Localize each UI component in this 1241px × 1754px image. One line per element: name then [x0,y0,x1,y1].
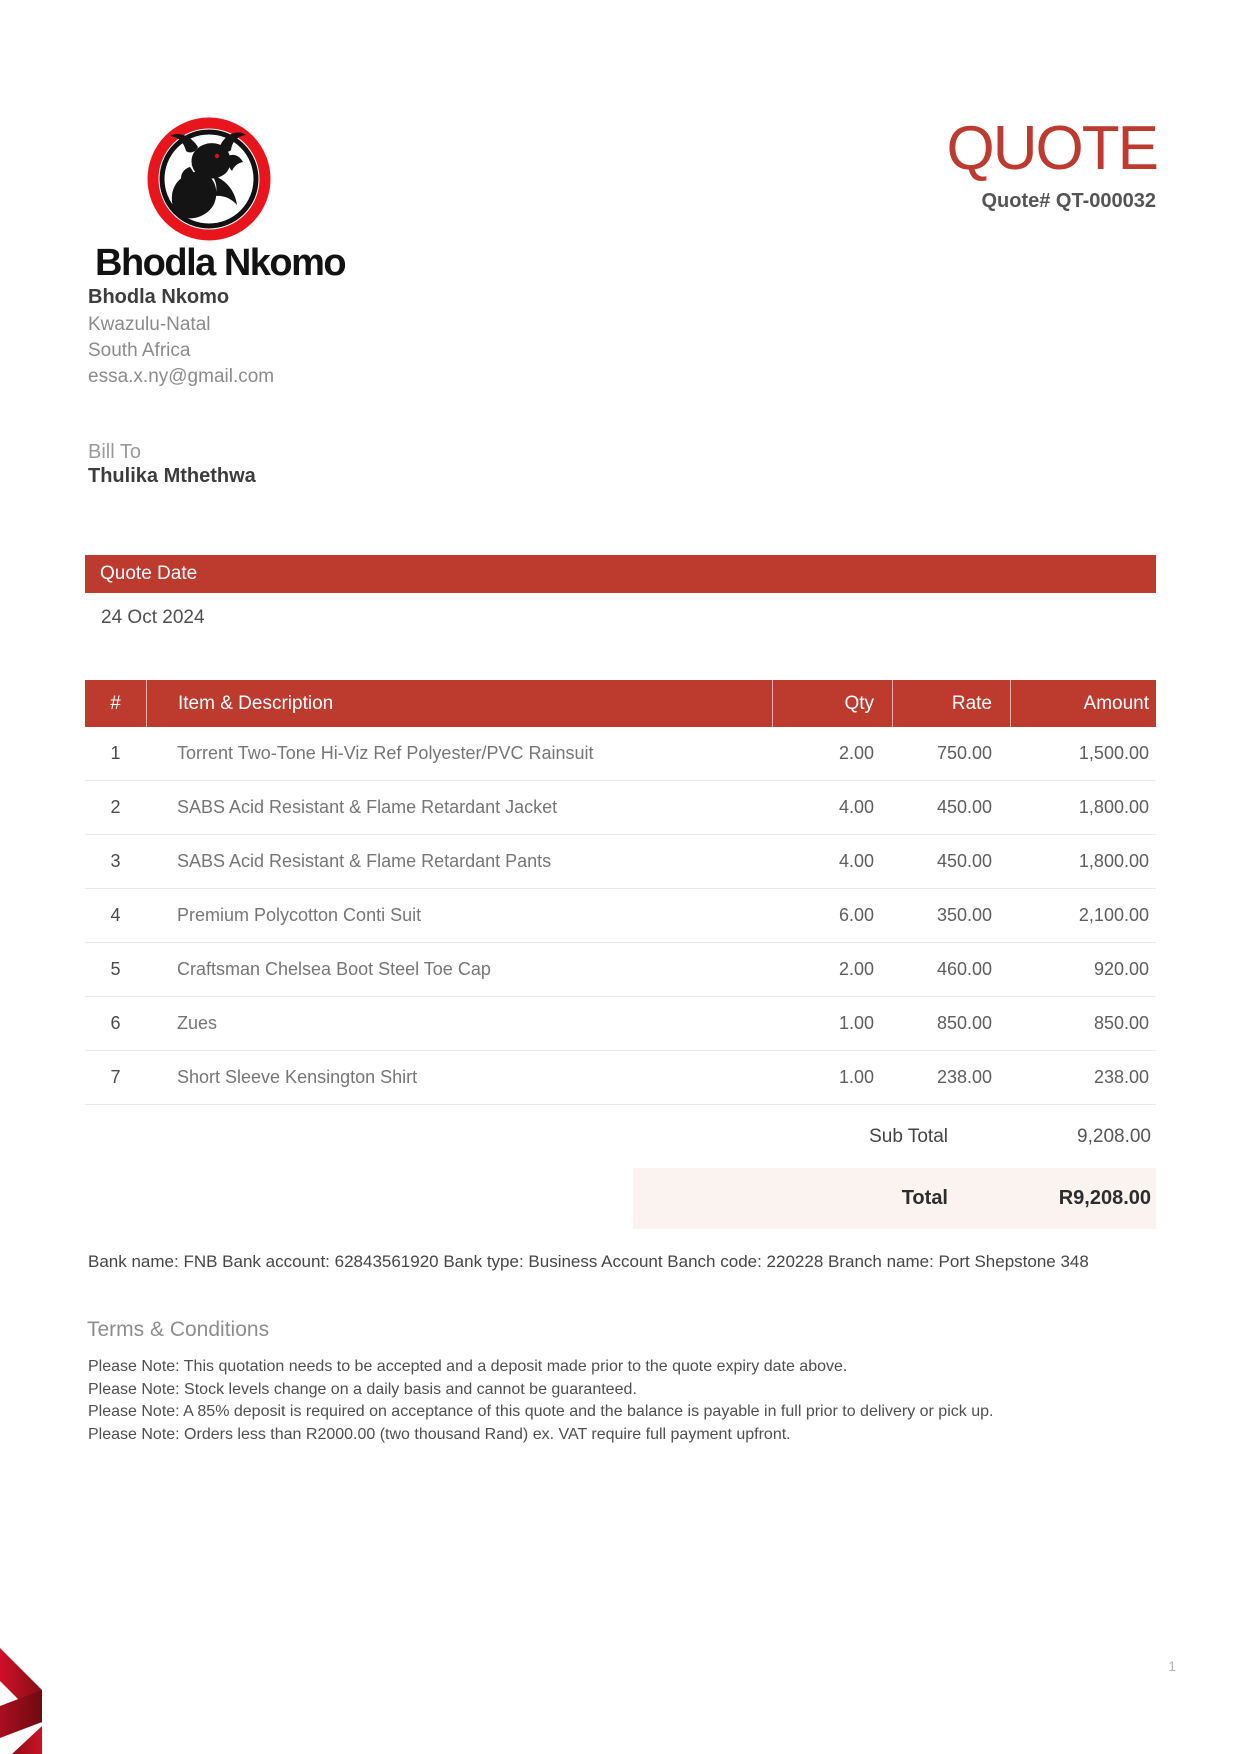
row-description: Short Sleeve Kensington Shirt [177,1067,418,1087]
header-amount: Amount [1010,680,1156,727]
items-table [85,680,1156,1105]
total-row [633,1168,1156,1229]
row-rate: 450.00 [936,797,992,817]
table-row [85,781,1156,835]
row-qty: 1.00 [838,1067,874,1087]
corner-ribbon-decoration [0,1644,60,1754]
subtotal-value: 9,208.00 [1077,1125,1151,1147]
row-description: Zues [177,1013,218,1033]
bill-to-name: Thulika Mthethwa [88,465,256,487]
row-rate: 450.00 [936,851,992,871]
company-country: South Africa [88,340,191,361]
bill-to-label: Bill To [88,441,141,463]
row-description: SABS Acid Resistant & Flame Retardant Jacket [177,797,558,817]
row-qty: 2.00 [838,743,874,763]
row-index: 5 [110,959,121,979]
quote-number: Quote# QT-000032 [981,190,1156,212]
row-rate: 460.00 [936,959,992,979]
terms-line: Please Note: A 85% deposit is required on acceptance of this quote and the balance is payable in full prior to delivery or pick up. [88,1403,994,1420]
row-rate: 850.00 [936,1013,992,1033]
subtotal-label: Sub Total [869,1125,948,1147]
header-description: Item & Description [146,680,772,727]
terms-line: Please Note: Stock levels change on a daily basis and cannot be guaranteed. [88,1380,637,1398]
table-row [85,1051,1156,1105]
company-email: essa.x.ny@gmail.com [88,366,275,387]
total-label: Total [901,1187,948,1209]
header-rate: Rate [892,680,1010,727]
row-rate: 750.00 [936,743,992,763]
quote-date-label: Quote Date [100,563,198,584]
row-amount: 1,500.00 [1078,743,1149,763]
quote-date-value: 24 Oct 2024 [101,607,205,628]
header-index: # [110,692,121,714]
header-qty: Qty [772,680,892,727]
document-title: QUOTE [946,114,1157,183]
table-row [85,997,1156,1051]
row-qty: 4.00 [838,851,874,871]
row-amount: 2,100.00 [1078,905,1149,925]
row-index: 2 [110,797,121,817]
page-number: 1 [1168,1658,1176,1674]
terms-line: Please Note: Orders less than R2000.00 (two thousand Rand) ex. VAT require full payment upfront. [88,1425,791,1443]
company-name: Bhodla Nkomo [88,286,230,308]
row-index: 7 [110,1067,121,1087]
row-description: Premium Polycotton Conti Suit [177,905,422,925]
row-amount: 920.00 [1093,959,1149,979]
bank-details: Bank name: FNB Bank account: 62843561920 Bank type: Business Account Banch code: 220228 Branch name: Port Shepstone 348 [88,1252,1089,1271]
row-description: Torrent Two-Tone Hi-Viz Ref Polyester/PVC Rainsuit [177,743,594,763]
brand-wordmark: Bhodla Nkomo [95,242,346,284]
table-row [85,889,1156,943]
table-row [85,835,1156,889]
row-qty: 2.00 [838,959,874,979]
row-index: 3 [110,851,121,871]
row-amount: 1,800.00 [1078,851,1149,871]
table-row [85,727,1156,781]
row-index: 6 [110,1013,121,1033]
terms-body [88,1356,1158,1446]
row-qty: 4.00 [838,797,874,817]
row-qty: 6.00 [838,905,874,925]
subtotal-row [85,1105,1156,1168]
row-rate: 350.00 [936,905,992,925]
company-region: Kwazulu-Natal [88,314,211,335]
row-index: 4 [110,905,121,925]
terms-heading: Terms & Conditions [87,1318,270,1341]
row-amount: 238.00 [1093,1067,1149,1087]
row-amount: 1,800.00 [1078,797,1149,817]
terms-line: Please Note: This quotation needs to be accepted and a deposit made prior to the quote expiry date above. [88,1358,848,1375]
row-rate: 238.00 [936,1067,992,1087]
row-amount: 850.00 [1093,1013,1149,1033]
items-table-header-row [85,680,1156,727]
company-logo-bull-icon [146,116,272,242]
total-value: R9,208.00 [1058,1187,1151,1209]
table-row [85,943,1156,997]
row-description: SABS Acid Resistant & Flame Retardant Pants [177,851,552,871]
row-qty: 1.00 [838,1013,874,1033]
row-index: 1 [110,743,121,763]
row-description: Craftsman Chelsea Boot Steel Toe Cap [177,959,491,979]
quote-date-header-bar [85,555,1156,593]
